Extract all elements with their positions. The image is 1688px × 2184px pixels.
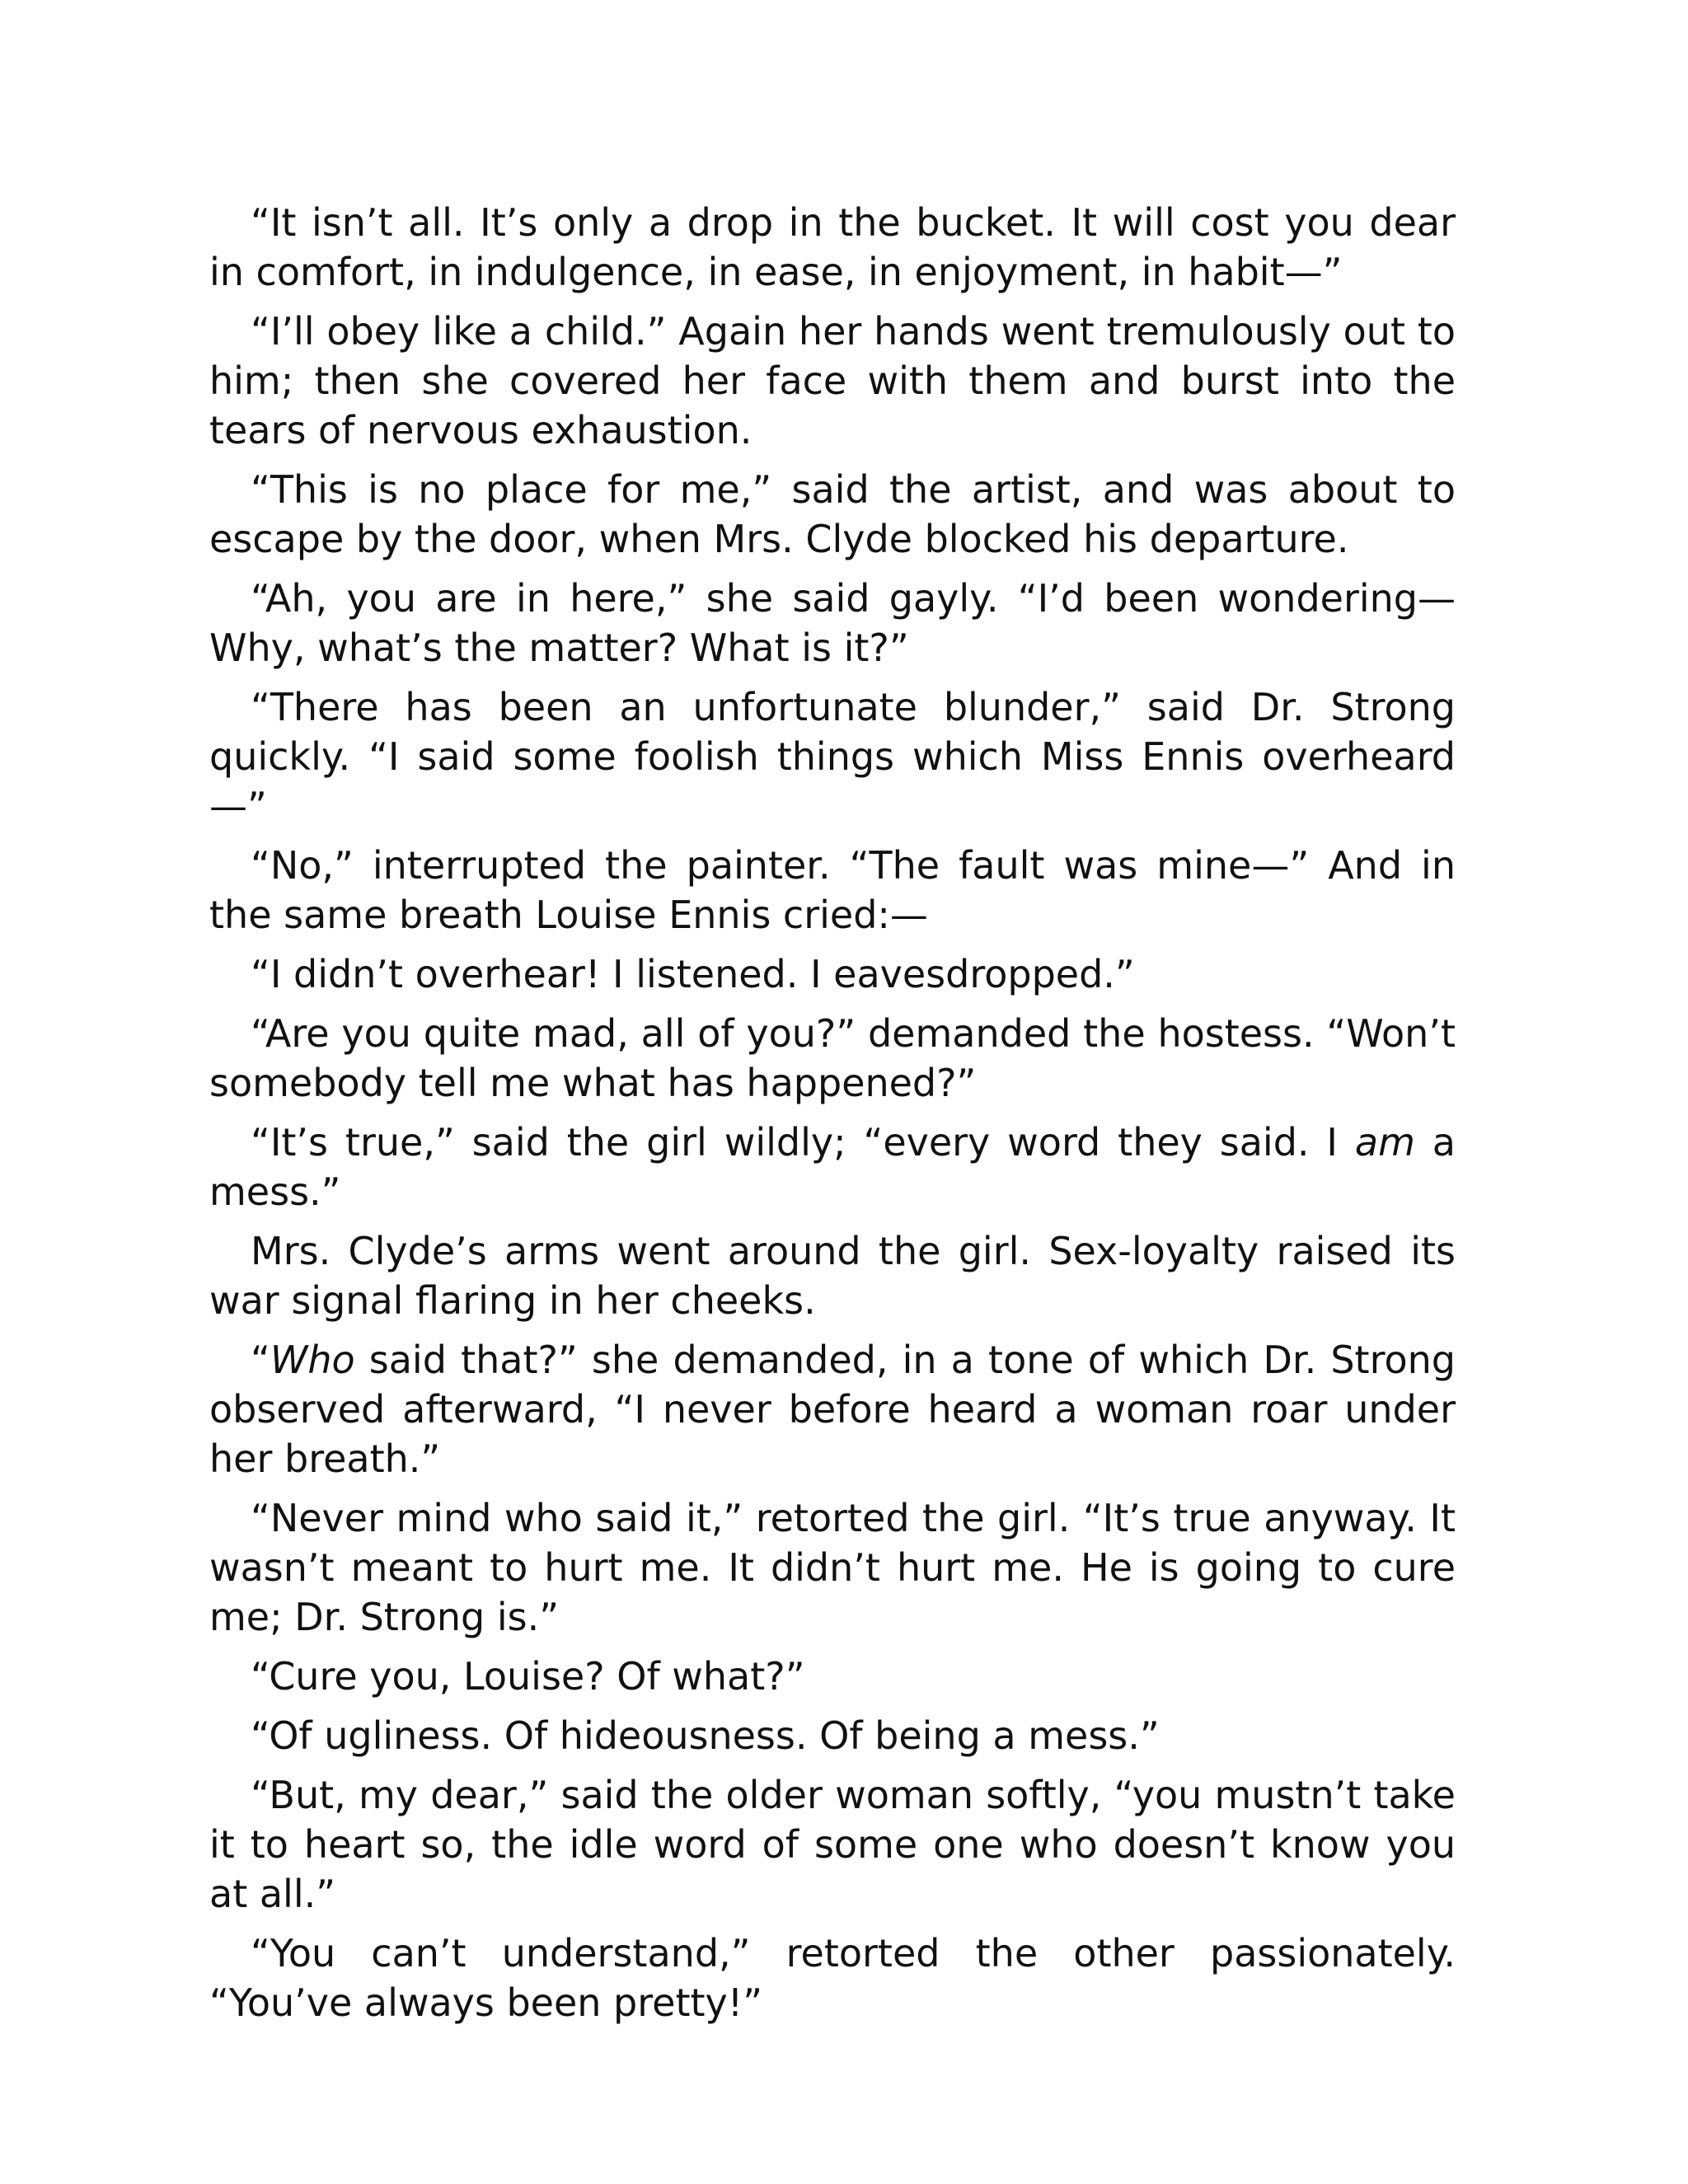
paragraph-text: “Of ugliness. Of hideousness. Of being a mess.”: [251, 1713, 1160, 1758]
paragraph: [209, 1226, 1456, 1325]
paragraph-text: “You can’t understand,” retorted the other passionately. “You’ve always been pretty!”: [209, 1931, 1456, 2025]
paragraph-text: “I didn’t overhear! I listened. I eavesdropped.”: [251, 952, 1135, 996]
paragraph-text: “It isn’t all. It’s only a drop in the bucket. It will cost you dear in comfort, in indulgence, in ease, in enjoyment, in habit—”: [209, 200, 1456, 294]
paragraph-text: Mrs. Clyde’s arms went around the girl. Sex-loyalty raised its war signal flaring in her cheeks.: [209, 1229, 1456, 1323]
paragraph-text: “There has been an unfortunate blunder,” said Dr. Strong quickly. “I said some foolish things which Miss Ennis overheard—”: [209, 685, 1456, 828]
paragraph-text: said that?” she demanded, in a tone of which Dr. Strong observed afterward, “I never before heard a woman roar under her breath.”: [209, 1338, 1456, 1481]
paragraph-text: “Never mind who said it,” retorted the girl. “It’s true anyway. It wasn’t meant to hurt me. It didn’t hurt me. He is going to cure me; Dr. Strong is.”: [209, 1496, 1456, 1639]
paragraph: [209, 574, 1456, 673]
paragraph: [209, 1711, 1456, 1760]
paragraph: [209, 949, 1456, 999]
paragraph-text: a mess.”: [209, 1120, 1456, 1214]
paragraph-text: “Are you quite mad, all of you?” demanded the hostess. “Won’t somebody tell me what has happened?”: [209, 1011, 1456, 1105]
paragraph-text: “: [251, 1338, 270, 1382]
emphasized-word: am: [1354, 1120, 1415, 1165]
paragraph: [209, 465, 1456, 564]
paragraph: [209, 1770, 1456, 1919]
paragraph-text: “No,” interrupted the painter. “The fault was mine—” And in the same breath Louise Ennis cried:—: [209, 843, 1456, 937]
paragraph-text: “This is no place for me,” said the artist, and was about to escape by the door, when Mrs. Clyde blocked his departure.: [209, 467, 1456, 561]
paragraph-text: “I’ll obey like a child.” Again her hands went tremulously out to him; then she covered her face with them and burst into the tears of nervous exhaustion.: [209, 309, 1456, 452]
paragraph: [209, 1335, 1456, 1483]
paragraph: [209, 1118, 1456, 1216]
paragraph: [209, 682, 1456, 831]
paragraph: [209, 1929, 1456, 2027]
emphasized-word: Who: [270, 1338, 355, 1382]
page-text: [209, 198, 1456, 2037]
paragraph: [209, 198, 1456, 297]
paragraph: [209, 1493, 1456, 1642]
paragraph: [209, 307, 1456, 455]
paragraph-text: “But, my dear,” said the older woman softly, “you mustn’t take it to heart so, the idle word of some one who doesn’t know you at all.”: [209, 1773, 1456, 1916]
paragraph-text: “Cure you, Louise? Of what?”: [251, 1654, 805, 1699]
paragraph-text: “Ah, you are in here,” she said gayly. “I’d been wondering—Why, what’s the matter? What is it?”: [209, 576, 1456, 670]
paragraph: [209, 1009, 1456, 1108]
paragraph: [209, 841, 1456, 940]
paragraph: [209, 1652, 1456, 1701]
paragraph-text: “It’s true,” said the girl wildly; “every word they said. I: [251, 1120, 1355, 1165]
